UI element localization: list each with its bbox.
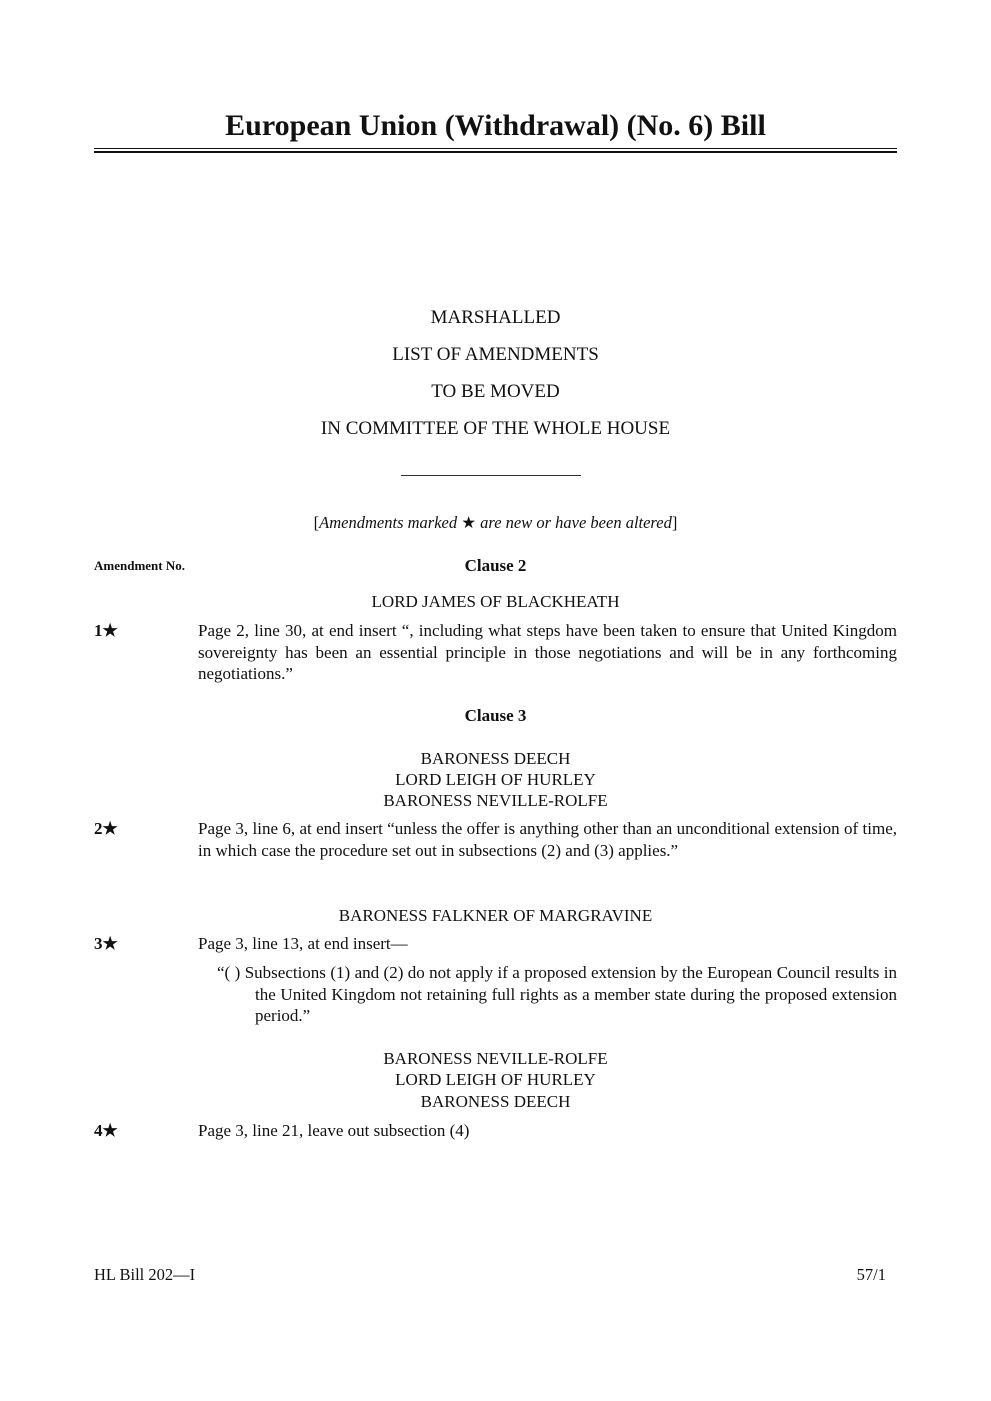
amendment-no-column-label: Amendment No.: [94, 558, 185, 573]
heading-line-3: TO BE MOVED: [431, 381, 560, 402]
title-rule-thin: [94, 148, 897, 149]
amendment-number: 1★: [94, 621, 118, 640]
sponsor-name: BARONESS DEECH: [420, 1092, 571, 1111]
amendment-text: Page 3, line 6, at end insert “unless the offer is anything other than an unconditional extension of time, in which case the procedure set out in subsections (2) and (3) applies.”: [198, 819, 897, 860]
heading-line-4: IN COMMITTEE OF THE WHOLE HOUSE: [320, 418, 671, 439]
notice-text-before: Amendments marked: [319, 513, 462, 532]
heading-line-1: MARSHALLED: [430, 307, 561, 328]
title-rule-thick: [94, 151, 897, 153]
page-title: European Union (Withdrawal) (No. 6) Bill: [225, 109, 766, 142]
inserted-quote-text: “( ) Subsections (1) and (2) do not apply if a proposed extension by the European Council results in the United Kingdom not retaining full rights as a member state during the proposed extension period.”: [217, 963, 897, 1025]
sponsor-name: BARONESS NEVILLE-ROLFE: [383, 791, 608, 810]
heading-line-2: LIST OF AMENDMENTS: [392, 344, 599, 365]
notice-close-bracket: ]: [671, 513, 678, 532]
sponsor-name: LORD LEIGH OF HURLEY: [395, 770, 596, 789]
amendment-text: Page 3, line 21, leave out subsection (4): [198, 1121, 470, 1140]
amendment-number: 4★: [94, 1121, 118, 1140]
amendment-text: Page 3, line 13, at end insert—: [198, 934, 408, 953]
amendment-number: 2★: [94, 819, 118, 838]
notice-open-bracket: [: [313, 513, 320, 532]
sponsor-name: LORD LEIGH OF HURLEY: [395, 1070, 596, 1089]
amendment-text: Page 2, line 30, at end insert “, including what steps have been taken to ensure that United Kingdom sovereignty has been an essential principle in those negotiations and will be in any forthcoming negotiations.”: [198, 621, 897, 683]
footer-bill-reference: HL Bill 202—I: [94, 1265, 196, 1284]
star-icon: ★: [461, 513, 477, 532]
clause-heading: Clause 3: [464, 706, 527, 725]
notice: [94, 512, 897, 534]
sponsor-name: LORD JAMES OF BLACKHEATH: [371, 592, 620, 611]
amendment-number: 3★: [94, 934, 118, 953]
notice-text-after: are new or have been altered: [476, 513, 672, 532]
sponsor-name: BARONESS DEECH: [420, 749, 571, 768]
footer-page-reference: 57/1: [856, 1265, 886, 1284]
sponsor-name: BARONESS FALKNER OF MARGRAVINE: [338, 906, 653, 925]
clause-heading: Clause 2: [464, 556, 527, 575]
sponsor-name: BARONESS NEVILLE-ROLFE: [383, 1049, 608, 1068]
heading-short-rule: [401, 475, 581, 476]
